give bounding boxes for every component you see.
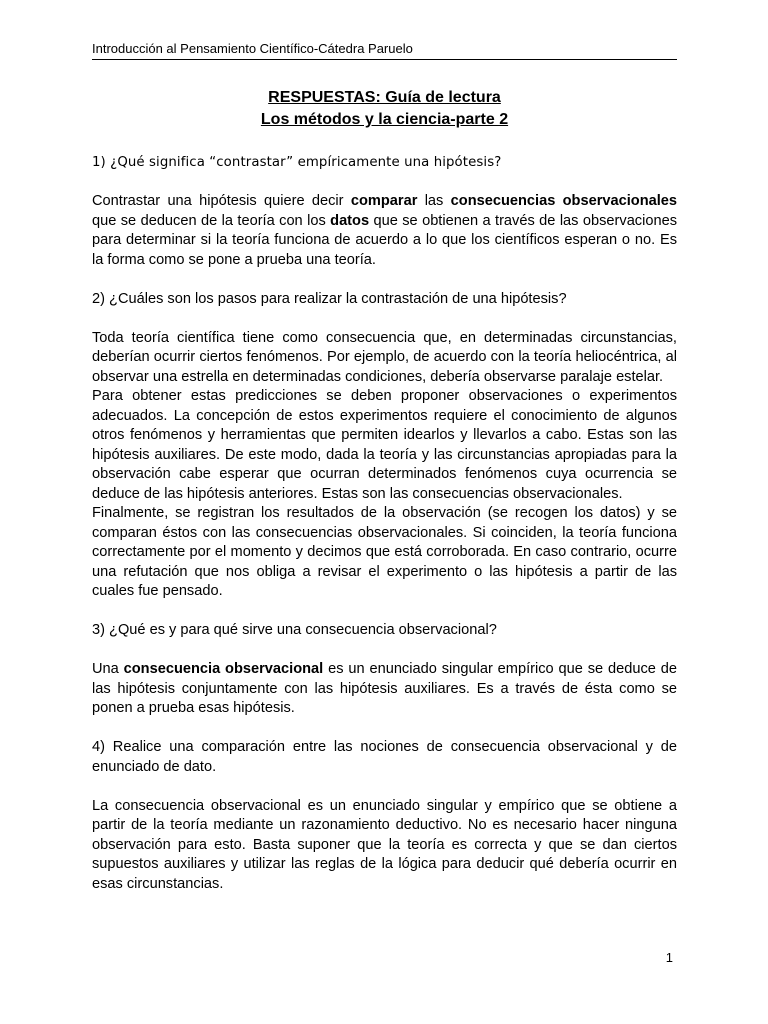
answer-1-keyword-comparar: comparar <box>350 193 418 209</box>
answer-3-text-c: es un enunciado singular empírico que se deduce de las hipótesis conjuntamente con las hipótesis auxiliares. Es a través de ésta como se ponen a prueba esas hipótesis. <box>92 661 677 716</box>
answer-2-paragraph-3: Finalmente, se registran los resultados de la observación (se recogen los datos) y se comparan éstos con las consecuencias observacionales. Si coinciden, la teoría funciona correctamente por el momento y decimos que está corroborada. En caso contrario, ocurre una refutación que nos obliga a revisar el experimento o las hipótesis a partir de las cuales fue pensado. <box>92 505 677 599</box>
answer-1 <box>92 192 677 270</box>
answer-2-paragraph-2: Para obtener estas predicciones se deben proponer observaciones o experimentos adecuados. La concepción de estos experimentos requiere el conocimiento de algunos otros fenómenos y herramientas que permiten idearlos y llevarlos a cabo. Estas son las hipótesis auxiliares. De este modo, dada la teoría y las circunstancias apropiadas para la observación cabe esperar que ocurran determinados fenómenos cuya ocurrencia se deduce de las hipótesis anteriores. Estas son las consecuencias observacionales. <box>92 388 677 502</box>
answer-1-text-g: que se obtienen a través de las observaciones para determinar si la teoría funciona de acuerdo a lo que los científicos esperan o no. Es la forma como se pone a prueba una teoría. <box>92 212 677 268</box>
question-3: 3) ¿Qué es y para qué sirve una consecuencia observacional? <box>92 622 497 638</box>
answer-3-text-a: Una <box>92 661 124 677</box>
answer-4: La consecuencia observacional es un enunciado singular y empírico que se obtiene a partir de la teoría mediante un razonamiento deductivo. No es necesario hacer ninguna observación para esto. Basta suponer que la teoría es correcta y que se dan ciertos supuestos auxiliares y utilizar las reglas de la lógica para deducir qué debería ocurrir en esas circunstancias. <box>92 797 677 892</box>
answer-1-text-a: Contrastar una hipótesis quiere decir <box>92 193 351 209</box>
answer-1-text-e: que se deducen de la teoría con los <box>92 212 331 229</box>
answer-2-paragraph-1: Toda teoría científica tiene como consecuencia que, en determinadas circunstancias, deberían ocurrir ciertos fenómenos. Por ejemplo, de acuerdo con la teoría heliocéntrica, al observar una estrella en determinadas condiciones, debería observarse paralaje estelar. <box>92 329 677 385</box>
page-number: 1 <box>665 950 673 965</box>
title-line-1: RESPUESTAS: Guía de lectura <box>268 89 501 106</box>
answer-3 <box>92 660 677 719</box>
document-title <box>92 87 677 131</box>
answer-1-keyword-consecuencias: consecuencias observacionales <box>450 193 678 209</box>
question-4: 4) Realice una comparación entre las nociones de consecuencia observacional y de enunciado de dato. <box>92 739 677 775</box>
page-header: Introducción al Pensamiento Científico-Cátedra Paruelo <box>92 41 677 60</box>
answer-1-keyword-datos: datos <box>330 212 370 229</box>
title-line-2: Los métodos y la ciencia-parte 2 <box>260 111 509 128</box>
answer-3-keyword: consecuencia observacional <box>123 661 324 677</box>
question-1: 1) ¿Qué significa “contrastar” empíricamente una hipótesis? <box>92 155 502 170</box>
document-body <box>92 153 677 894</box>
question-2: 2) ¿Cuáles son los pasos para realizar la contrastación de una hipótesis? <box>92 290 567 307</box>
answer-1-text-c: las <box>417 193 451 209</box>
